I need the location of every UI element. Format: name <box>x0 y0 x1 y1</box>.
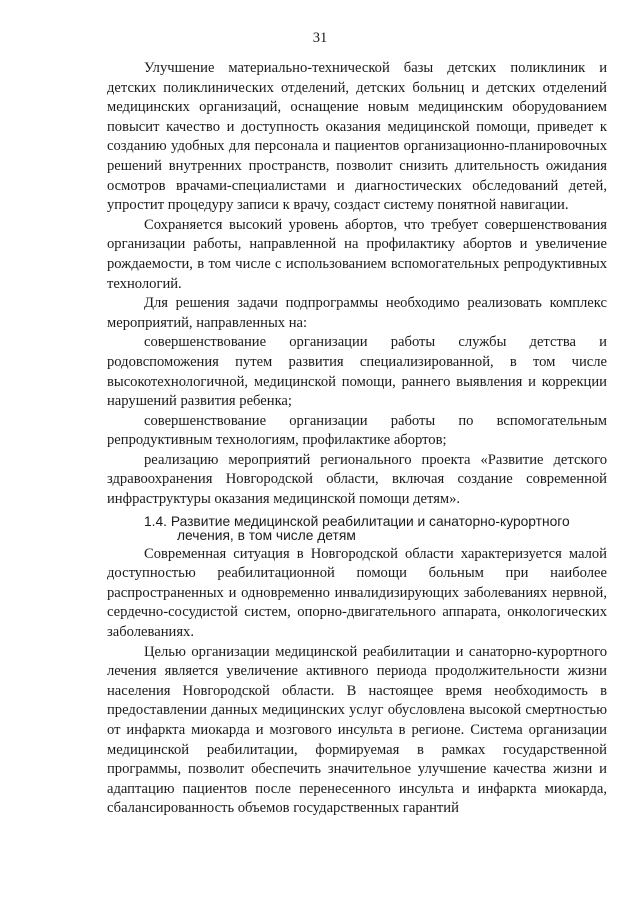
section-heading-line: 1.4. Развитие медицинской реабилитации и санаторно-курортного <box>144 513 570 529</box>
paragraph: Улучшение материально-технической базы детских поликлиник и детских поликлинических отделений, детских больниц и детских отделений медицинских организаций, оснащение новым медицинским оборудованием повысит качество и доступность оказания медицинской помощи, приведет к созданию удобных для персонала и пациентов организационно-планировочных решений внутренних пространств, позволит снизить длительность ожидания осмотров врачами-специалистами и диагностических обследований детей, упростит процедуру записи к врачу, создаст систему понятной навигации. <box>107 60 607 214</box>
paragraph: Целью организации медицинской реабилитации и санаторно-курортного лечения является увеличение активного периода продолжительности жизни населения Новгородской области. В настоящее время необходимость в предоставлении данных медицинских услуг обусловлена высокой смертностью от инфаркта миокарда и мозгового инсульта в регионе. Система организации медицинской реабилитации, формируемая в рамках государственной программы, позволит обеспечить значительное улучшение качества жизни и адаптацию пациентов после перенесенного инсульта и инфаркта миокарда, сбалансированность объемов государственных гарантий <box>107 643 607 817</box>
paragraph: Сохраняется высокий уровень абортов, что требует совершенствования организации работы, направленной на профилактику абортов и увеличение рождаемости, в том числе с использованием вспомогательных репродуктивных технологий. <box>107 216 607 292</box>
list-item: совершенствование организации работы по вспомогательным репродуктивным технологиям, профилактике абортов; <box>107 412 607 449</box>
section-heading-line: лечения, в том числе детям <box>177 527 356 543</box>
list-item: совершенствование организации работы службы детства и родовспоможения путем развития специализированной, в том числе высокотехнологичной, медицинской помощи, раннего выявления и коррекции нарушений развития ребенка; <box>107 334 607 410</box>
paragraph: Современная ситуация в Новгородской области характеризуется малой доступностью реабилитационной помощи больным при наиболее распространенных и одновременно инвалидизирующих заболеваниях нервной, сердечно-сосудистой систем, опорно-двигательного аппарата, онкологических заболеваниях. <box>107 545 607 641</box>
paragraph: Для решения задачи подпрограммы необходимо реализовать комплекс мероприятий, направленных на: <box>107 295 607 331</box>
page-number: 31 <box>312 30 328 46</box>
list-item: реализацию мероприятий регионального проекта «Развитие детского здравоохранения Новгородской области, включая создание современной инфраструктуры оказания медицинской помощи детям». <box>107 451 607 508</box>
section-heading <box>107 515 607 543</box>
document-body <box>107 59 607 819</box>
